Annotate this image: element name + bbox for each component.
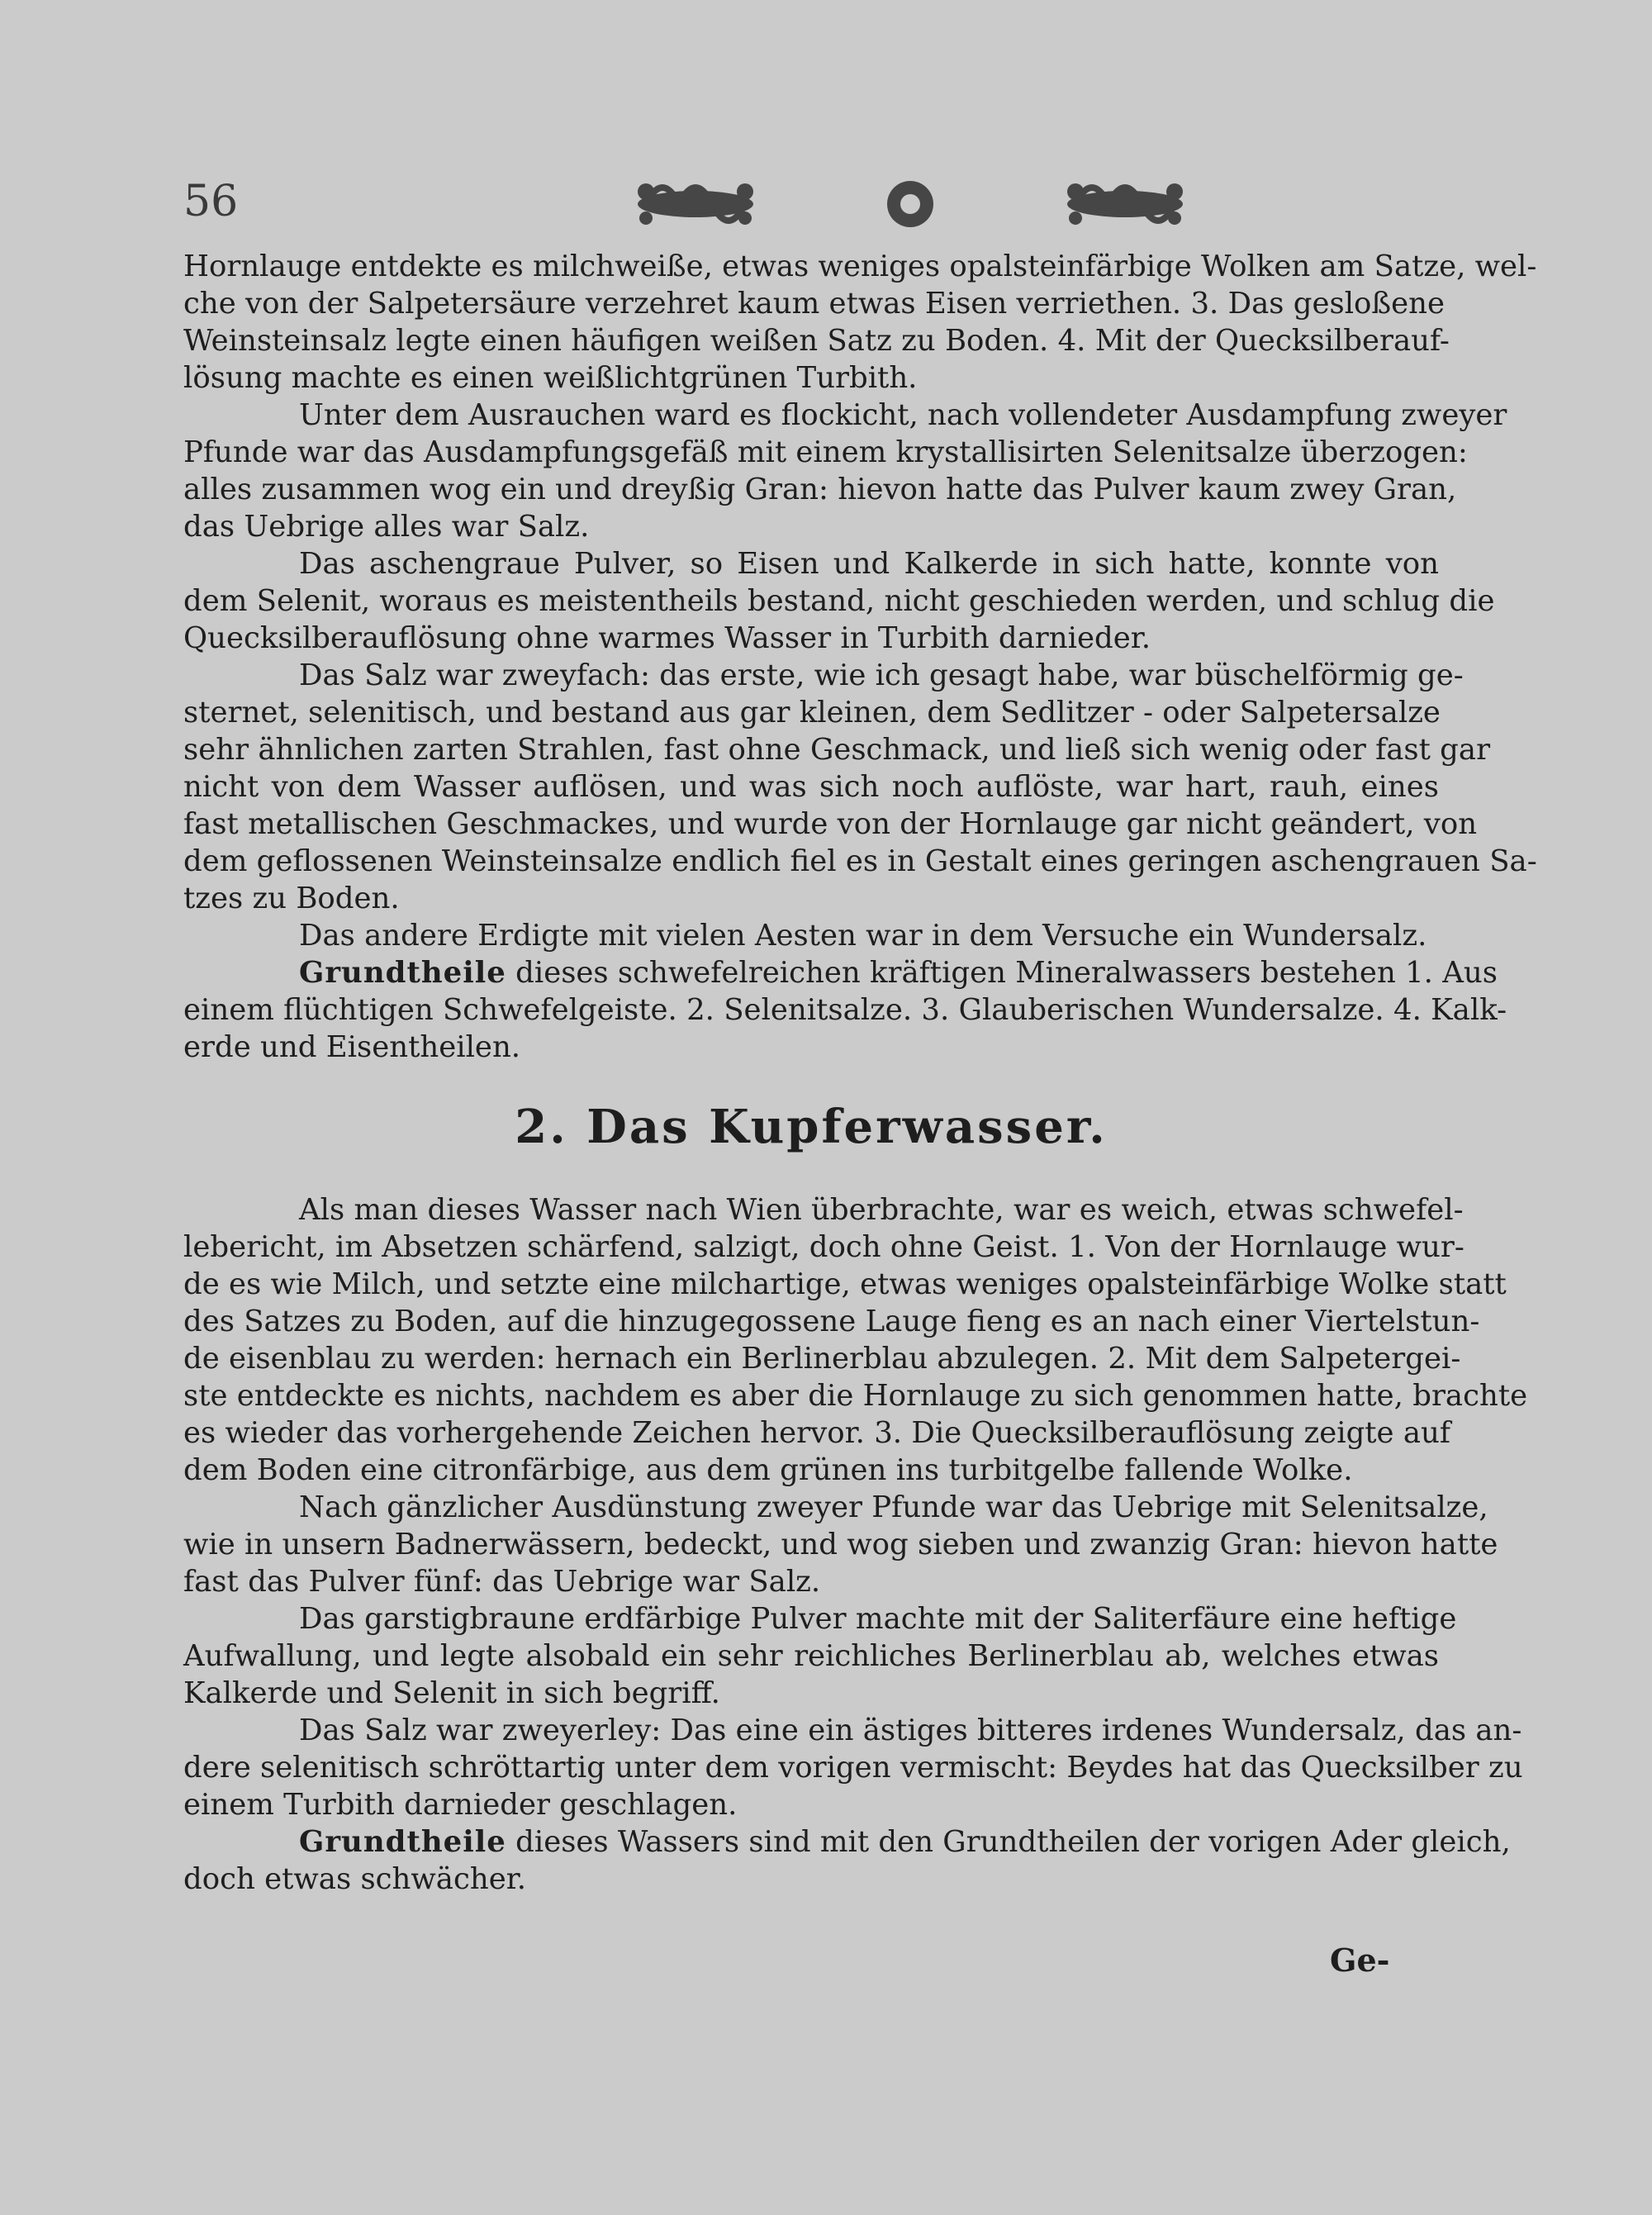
line-text: dieses schwefelreichen kräftigen Mineralwassers bestehen 1. Aus bbox=[506, 956, 1498, 990]
lead-word: Grundtheile bbox=[299, 1825, 506, 1859]
text-line: einem Turbith darnieder geschlagen. bbox=[183, 1788, 738, 1822]
section-heading: 2. Das Kupferwasser. bbox=[515, 1100, 1108, 1154]
text-line: Unter dem Ausrauchen ward es flockicht, nach vollendeter Ausdampfung zweyer bbox=[299, 398, 1507, 432]
text-line: alles zusammen wog ein und dreyßig Gran: hievon hatte das Pulver kaum zwey Gran, bbox=[183, 473, 1457, 506]
text-block-2 bbox=[183, 1191, 1528, 1898]
printer-ornament-icon bbox=[596, 167, 1224, 241]
text-line: das Uebrige alles war Salz. bbox=[183, 510, 590, 544]
paragraph bbox=[183, 1600, 1457, 1712]
paragraph bbox=[183, 545, 1495, 657]
paragraph bbox=[183, 1191, 1528, 1489]
text-line: erde und Eisentheilen. bbox=[183, 1030, 521, 1064]
paragraph bbox=[183, 657, 1537, 917]
paragraph bbox=[183, 954, 1507, 1066]
text-block-1 bbox=[183, 248, 1537, 1066]
text-line: fast metallischen Geschmackes, und wurde von der Hornlauge gar nicht geändert, von bbox=[183, 807, 1478, 841]
text-line: ste entdeckte es nichts, nachdem es aber die Hornlauge zu sich genommen hatte, brachte bbox=[183, 1379, 1528, 1413]
page-header bbox=[183, 167, 1472, 241]
line-text: dieses Wassers sind mit den Grundtheilen der vorigen Ader gleich, bbox=[506, 1825, 1511, 1859]
paragraph bbox=[183, 248, 1537, 397]
paragraph bbox=[183, 397, 1507, 545]
text-line: Nach gänzlicher Ausdünstung zweyer Pfunde war das Uebrige mit Selenitsalze, bbox=[299, 1490, 1488, 1524]
text-line: nicht von dem Wasser auflösen, und was sich noch auflöste, war hart, rauh, eines bbox=[183, 770, 1439, 804]
text-line: che von der Salpetersäure verzehret kaum etwas Eisen verriethen. 3. Das gesloßene bbox=[183, 287, 1446, 321]
text-line: doch etwas schwächer. bbox=[183, 1862, 527, 1896]
text-line: einem flüchtigen Schwefelgeiste. 2. Selenitsalze. 3. Glauberischen Wundersalze. 4. Kalk- bbox=[183, 993, 1507, 1027]
text-line: sehr ähnlichen zarten Strahlen, fast ohne Geschmack, und ließ sich wenig oder fast gar bbox=[183, 733, 1491, 767]
text-line: Weinsteinsalz legte einen häufigen weißen Satz zu Boden. 4. Mit der Quecksilberauf- bbox=[183, 324, 1450, 358]
text-line: dere selenitisch schröttartig unter dem vorigen vermischt: Beydes hat das Quecksilber zu bbox=[183, 1751, 1523, 1785]
text-line: Hornlauge entdekte es milchweiße, etwas weniges opalsteinfärbige Wolken am Satze, wel- bbox=[183, 250, 1537, 283]
text-line: de es wie Milch, und setzte eine milchartige, etwas weniges opalsteinfärbige Wolke statt bbox=[183, 1267, 1507, 1301]
text-line: Pfunde war das Ausdampfungsgefäß mit einem krystallisirten Selenitsalze überzogen: bbox=[183, 435, 1468, 469]
text-line: lösung machte es einen weißlichtgrünen Turbith. bbox=[183, 361, 918, 395]
lead-word: Grundtheile bbox=[299, 956, 506, 990]
text-line: Das andere Erdigte mit vielen Aesten war in dem Versuche ein Wundersalz. bbox=[299, 919, 1427, 953]
text-line: sternet, selenitisch, und bestand aus gar kleinen, dem Sedlitzer - oder Salpetersalze bbox=[183, 696, 1441, 730]
page-body bbox=[183, 248, 1537, 1898]
text-line bbox=[183, 954, 1498, 991]
paragraph bbox=[183, 1489, 1498, 1600]
text-line: Das aschengraue Pulver, so Eisen und Kalkerde in sich hatte, konnte von bbox=[299, 547, 1439, 581]
text-line: Das Salz war zweyerley: Das eine ein ästiges bitteres irdenes Wundersalz, das an- bbox=[299, 1714, 1522, 1747]
paragraph bbox=[183, 1823, 1511, 1898]
text-line: Aufwallung, und legte alsobald ein sehr reichliches Berlinerblau ab, welches etwas bbox=[183, 1639, 1439, 1673]
text-line: Das Salz war zweyfach: das erste, wie ich gesagt habe, war büschelförmig ge- bbox=[299, 658, 1464, 692]
page-number: 56 bbox=[183, 177, 239, 226]
text-line: des Satzes zu Boden, auf die hinzugegossene Lauge fieng es an nach einer Viertelstun- bbox=[183, 1305, 1480, 1338]
paragraph bbox=[183, 1712, 1523, 1823]
text-line: Kalkerde und Selenit in sich begriff. bbox=[183, 1676, 720, 1710]
text-line: tzes zu Boden. bbox=[183, 882, 400, 915]
catchword: Ge- bbox=[1330, 1942, 1390, 1979]
text-line: Als man dieses Wasser nach Wien überbrachte, war es weich, etwas schwefel- bbox=[299, 1193, 1464, 1227]
text-line: Quecksilberauflösung ohne warmes Wasser in Turbith darnieder. bbox=[183, 621, 1151, 655]
text-line: dem Selenit, woraus es meistentheils bestand, nicht geschieden werden, und schlug die bbox=[183, 584, 1495, 618]
text-line: Das garstigbraune erdfärbige Pulver machte mit der Saliterfäure eine heftige bbox=[299, 1602, 1457, 1636]
text-line: dem geflossenen Weinsteinsalze endlich fiel es in Gestalt eines geringen aschengrauen Sa- bbox=[183, 844, 1537, 878]
text-line: dem Boden eine citronfärbige, aus dem grünen ins turbitgelbe fallende Wolke. bbox=[183, 1453, 1353, 1487]
text-line: fast das Pulver fünf: das Uebrige war Salz. bbox=[183, 1565, 821, 1599]
text-line: wie in unsern Badnerwässern, bedeckt, und wog sieben und zwanzig Gran: hievon hatte bbox=[183, 1528, 1498, 1561]
text-line bbox=[183, 1823, 1511, 1861]
text-line: lebericht, im Absetzen schärfend, salzigt, doch ohne Geist. 1. Von der Hornlauge wur- bbox=[183, 1230, 1464, 1264]
text-line: es wieder das vorhergehende Zeichen hervor. 3. Die Quecksilberauflösung zeigte auf bbox=[183, 1416, 1451, 1450]
paragraph bbox=[183, 917, 1439, 954]
text-line: de eisenblau zu werden: hernach ein Berlinerblau abzulegen. 2. Mit dem Salpetergei- bbox=[183, 1342, 1461, 1376]
